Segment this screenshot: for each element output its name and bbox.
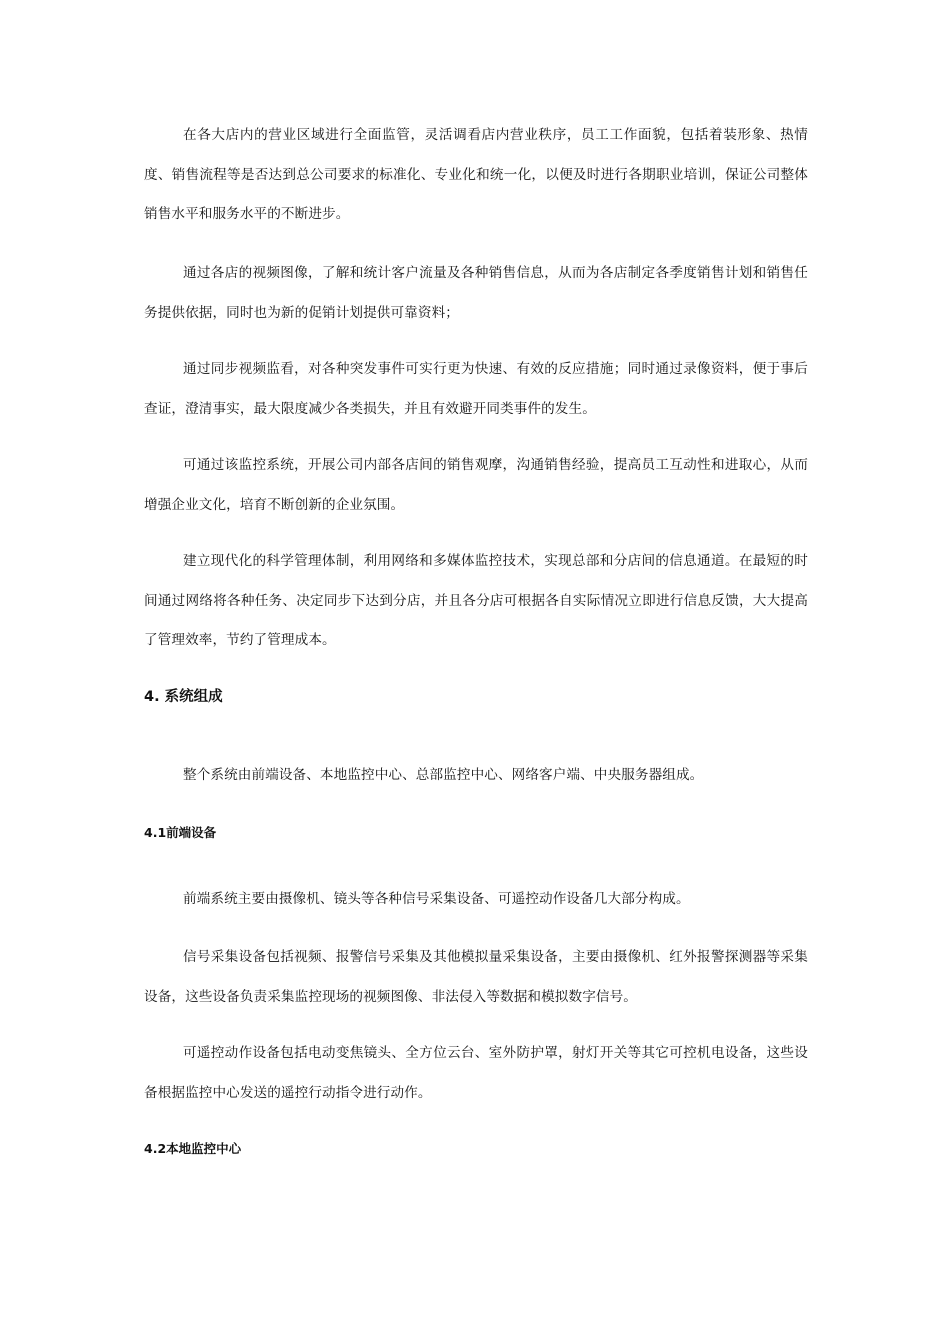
paragraph-sync-monitoring: 通过同步视频监看，对各种突发事件可实行更为快速、有效的反应措施；同时通过录像资料，便于事后查证，澄清事实，最大限度减少各类损失，并且有效避开同类事件的发生。 xyxy=(144,361,808,417)
paragraph-signal-collection: 信号采集设备包括视频、报警信号采集及其他模拟量采集设备，主要由摄像机、红外报警探测器等采集设备，这些设备负责采集监控现场的视频图像、非法侵入等数据和模拟数字信号。 xyxy=(144,949,808,1005)
section-heading-system-composition: 4. 系统组成 xyxy=(144,689,223,705)
paragraph-remote-control-devices: 可遥控动作设备包括电动变焦镜头、全方位云台、室外防护罩，射灯开关等其它可控机电设备，这些设备根据监控中心发送的遥控行动指令进行动作。 xyxy=(144,1045,808,1101)
paragraph-video-statistics: 通过各店的视频图像，了解和统计客户流量及各种销售信息，从而为各店制定各季度销售计划和销售任务提供依据，同时也为新的促销计划提供可靠资料； xyxy=(144,265,808,321)
subsection-heading-local-monitoring-center: 4.2本地监控中心 xyxy=(144,1141,242,1156)
paragraph-management-system: 建立现代化的科学管理体制，利用网络和多媒体监控技术，实现总部和分店间的信息通道。在最短的时间通过网络将各种任务、决定同步下达到分店，并且各分店可根据各自实际情况立即进行信息反馈，大大提高了管理效率，节约了管理成本。 xyxy=(144,553,808,648)
paragraph-sales-observation: 可通过该监控系统，开展公司内部各店间的销售观摩，沟通销售经验，提高员工互动性和进取心，从而增强企业文化，培育不断创新的企业氛围。 xyxy=(144,457,808,513)
paragraph-front-end-system: 前端系统主要由摄像机、镜头等各种信号采集设备、可遥控动作设备几大部分构成。 xyxy=(183,891,690,907)
paragraph-store-monitoring: 在各大店内的营业区域进行全面监管，灵活调看店内营业秩序，员工工作面貌，包括着装形象、热情度、销售流程等是否达到总公司要求的标准化、专业化和统一化，以便及时进行各期职业培训，保证公司整体销售水平和服务水平的不断进步。 xyxy=(144,127,808,222)
paragraph-system-overview: 整个系统由前端设备、本地监控中心、总部监控中心、网络客户端、中央服务器组成。 xyxy=(183,767,704,783)
subsection-heading-front-end: 4.1前端设备 xyxy=(144,825,217,840)
